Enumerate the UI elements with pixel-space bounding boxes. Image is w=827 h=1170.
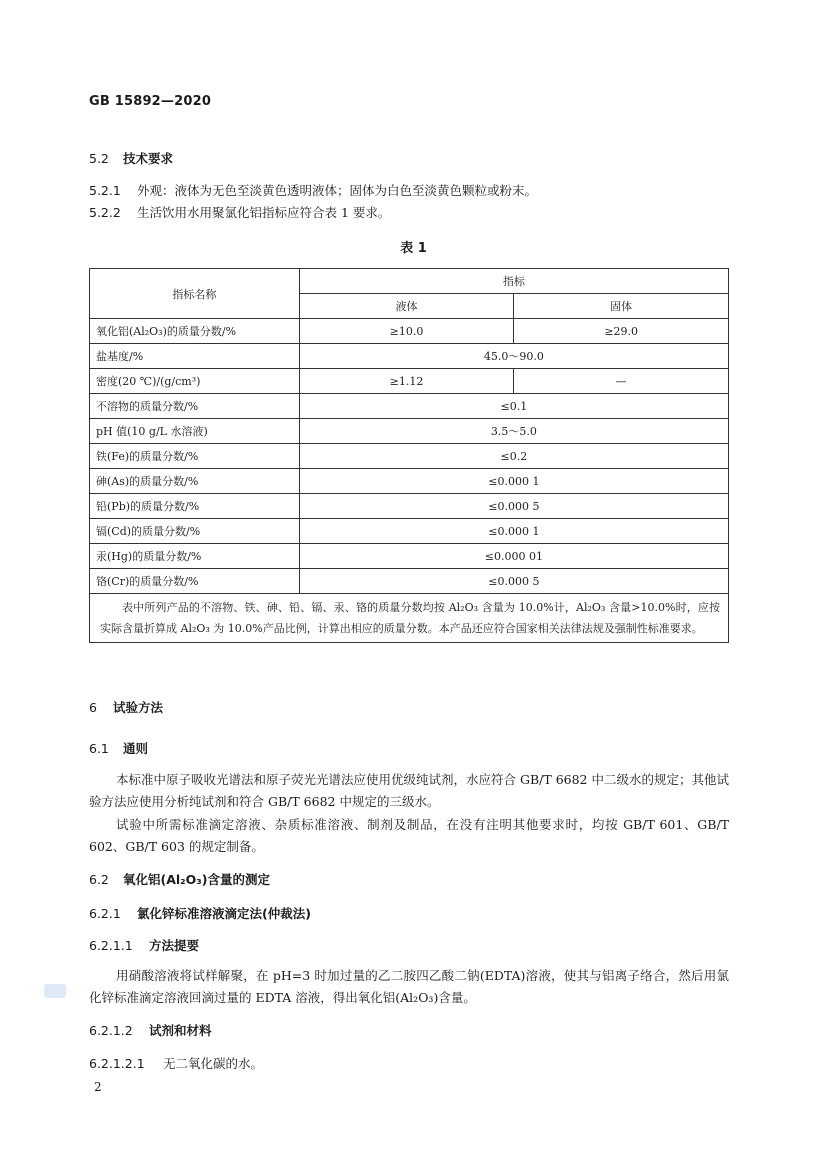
row-name: 铁(Fe)的质量分数/% bbox=[90, 444, 300, 469]
clause-6-2-1-2-1 bbox=[89, 1053, 263, 1074]
section-number: 5.2 bbox=[89, 151, 109, 166]
row-name: 砷(As)的质量分数/% bbox=[90, 469, 300, 494]
row-value: ≤0.000 5 bbox=[299, 494, 728, 519]
row-name: 铅(Pb)的质量分数/% bbox=[90, 494, 300, 519]
table-row bbox=[90, 369, 729, 394]
row-value: 3.5～5.0 bbox=[299, 419, 728, 444]
table-row bbox=[90, 319, 729, 344]
table-row bbox=[90, 419, 729, 444]
clause-number: 5.2.1 bbox=[89, 183, 121, 198]
section-title: 方法提要 bbox=[148, 938, 199, 953]
section-title: 通则 bbox=[122, 741, 148, 756]
row-value: ≤0.000 1 bbox=[299, 469, 728, 494]
header-indicator: 指标 bbox=[299, 269, 728, 294]
table-header-row bbox=[90, 269, 729, 294]
section-number: 6.2.1.1 bbox=[89, 938, 133, 953]
table-row bbox=[90, 394, 729, 419]
table-row bbox=[90, 569, 729, 594]
standard-number: GB 15892—2020 bbox=[89, 94, 212, 109]
section-number: 6 bbox=[89, 700, 97, 715]
row-name: 镉(Cd)的质量分数/% bbox=[90, 519, 300, 544]
row-solid: ≥29.0 bbox=[514, 319, 729, 344]
table-row bbox=[90, 444, 729, 469]
row-name: 汞(Hg)的质量分数/% bbox=[90, 544, 300, 569]
section-6-2-heading bbox=[89, 870, 270, 888]
clause-5-2-1 bbox=[89, 180, 537, 201]
clause-number: 5.2.2 bbox=[89, 205, 121, 220]
section-6-2-1-heading bbox=[89, 904, 311, 922]
row-value: ≤0.000 5 bbox=[299, 569, 728, 594]
row-value: 45.0～90.0 bbox=[299, 344, 728, 369]
page-number: 2 bbox=[94, 1080, 102, 1094]
table-note: 表中所列产品的不溶物、铁、砷、铅、镉、汞、铬的质量分数均按 Al₂O₃ 含量为 10.0%计，Al₂O₃ 含量>10.0%时，应按实际含量折算成 Al₂O₃ 为 10.0%产品比例，计算出相应的质量分数。本产品还应符合国家相关法律法规及强制性标准要求。 bbox=[90, 594, 729, 643]
section-number: 6.2.1 bbox=[89, 906, 121, 921]
row-name: 铬(Cr)的质量分数/% bbox=[90, 569, 300, 594]
clause-text: 无二氧化碳的水。 bbox=[162, 1056, 263, 1071]
section-number: 6.2 bbox=[89, 872, 109, 887]
row-value: ≤0.1 bbox=[299, 394, 728, 419]
section-5-2-heading bbox=[89, 149, 173, 167]
section-title: 试剂和材料 bbox=[148, 1023, 212, 1038]
section-6-heading bbox=[89, 698, 163, 716]
section-6-1-heading bbox=[89, 739, 148, 757]
section-title: 氧化铝(Al₂O₃)含量的测定 bbox=[122, 872, 270, 887]
row-name: 不溶物的质量分数/% bbox=[90, 394, 300, 419]
spec-table bbox=[89, 268, 729, 643]
row-solid: — bbox=[514, 369, 729, 394]
row-name: 氧化铝(Al₂O₃)的质量分数/% bbox=[90, 319, 300, 344]
header-indicator-name: 指标名称 bbox=[90, 269, 300, 319]
table-note-row bbox=[90, 594, 729, 643]
table-row bbox=[90, 494, 729, 519]
section-title: 氯化锌标准溶液滴定法(仲裁法) bbox=[136, 906, 311, 921]
row-name: pH 值(10 g/L 水溶液) bbox=[90, 419, 300, 444]
row-liquid: ≥10.0 bbox=[299, 319, 514, 344]
header-solid: 固体 bbox=[514, 294, 729, 319]
section-title: 技术要求 bbox=[122, 151, 173, 166]
row-name: 盐基度/% bbox=[90, 344, 300, 369]
clause-text: 生活饮用水用聚氯化铝指标应符合表 1 要求。 bbox=[136, 205, 391, 220]
row-value: ≤0.2 bbox=[299, 444, 728, 469]
watermark-stamp bbox=[44, 984, 66, 998]
table-caption: 表 1 bbox=[400, 241, 427, 256]
table-row bbox=[90, 544, 729, 569]
row-liquid: ≥1.12 bbox=[299, 369, 514, 394]
header-liquid: 液体 bbox=[299, 294, 514, 319]
paragraph-6-2-1-1: 用硝酸溶液将试样解聚，在 pH=3 时加过量的乙二胺四乙酸二钠(EDTA)溶液，使其与铝离子络合，然后用氯化锌标准滴定溶液回滴过量的 EDTA 溶液，得出氧化铝(Al₂O₃)含量。 bbox=[89, 968, 729, 1005]
clause-number: 6.2.1.2.1 bbox=[89, 1056, 145, 1071]
table-row bbox=[90, 344, 729, 369]
clause-text: 外观：液体为无色至淡黄色透明液体；固体为白色至淡黄色颗粒或粉末。 bbox=[136, 183, 537, 198]
paragraph-6-1-a: 本标准中原子吸收光谱法和原子荧光光谱法应使用优级纯试剂，水应符合 GB/T 6682 中二级水的规定；其他试验方法应使用分析纯试剂和符合 GB/T 6682 中规定的三级水。 bbox=[89, 772, 729, 809]
row-value: ≤0.000 1 bbox=[299, 519, 728, 544]
table-row bbox=[90, 519, 729, 544]
section-number: 6.1 bbox=[89, 741, 109, 756]
clause-5-2-2 bbox=[89, 202, 390, 223]
row-name: 密度(20 ℃)/(g/cm³) bbox=[90, 369, 300, 394]
table-row bbox=[90, 469, 729, 494]
section-6-2-1-1-heading bbox=[89, 936, 199, 954]
row-value: ≤0.000 01 bbox=[299, 544, 728, 569]
section-6-2-1-2-heading bbox=[89, 1021, 212, 1039]
section-number: 6.2.1.2 bbox=[89, 1023, 133, 1038]
paragraph-6-1-b: 试验中所需标准滴定溶液、杂质标准溶液、制剂及制品，在没有注明其他要求时，均按 GB/T 601、GB/T 602、GB/T 603 的规定制备。 bbox=[89, 817, 729, 854]
section-title: 试验方法 bbox=[112, 700, 163, 715]
